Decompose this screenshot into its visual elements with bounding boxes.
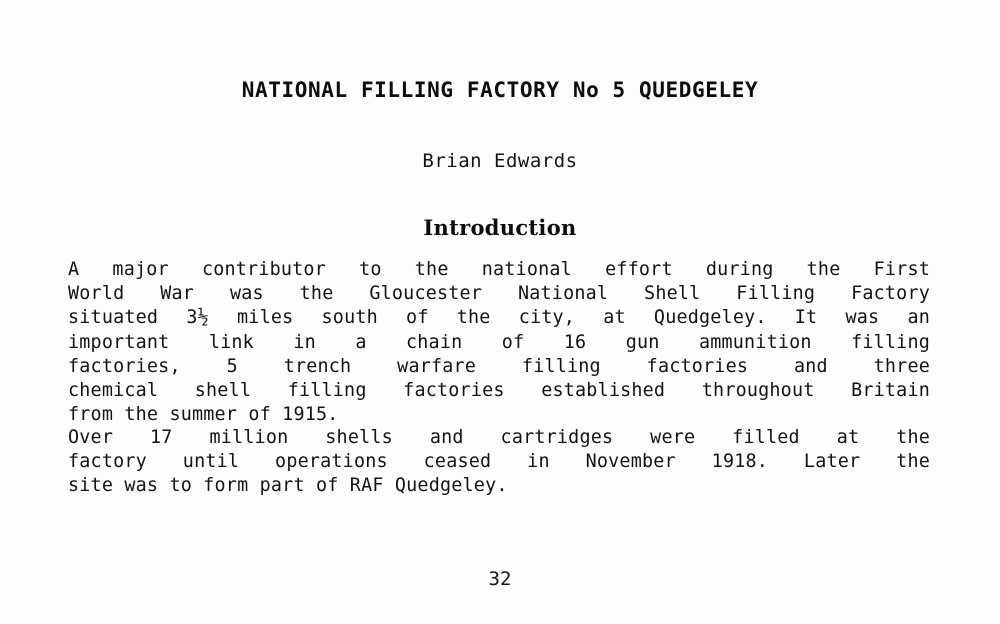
section-heading-introduction: Introduction	[423, 215, 577, 240]
paragraph-line: A major contributor to the national effort during the First	[68, 259, 930, 280]
paragraph-line: from the summer of 1915.	[68, 404, 339, 426]
paragraph-2	[68, 426, 930, 499]
paragraph-line: site was to form part of RAF Quedgeley.	[68, 475, 508, 497]
paragraph-line: important link in a chain of 16 gun ammunition filling	[68, 331, 930, 353]
paragraph-line: situated 3½ miles south of the city, at Quedgeley. It was an	[68, 307, 930, 329]
page-title: NATIONAL FILLING FACTORY No 5 QUEDGELEY	[241, 78, 759, 102]
paragraph-line: factories, 5 trench warfare filling factories and three	[68, 355, 930, 377]
paragraph-line: World War was the Gloucester National Shell Filling Factory	[68, 283, 930, 305]
paragraph-line: factory until operations ceased in November 1918. Later the	[68, 451, 930, 473]
paragraph-line: chemical shell filling factories established throughout Britain	[68, 380, 930, 402]
author-name: Brian Edwards	[422, 150, 578, 172]
paragraph-line: Over 17 million shells and cartridges were filled at the	[68, 427, 930, 448]
page-number: 32	[488, 568, 512, 590]
paragraph-1	[68, 258, 930, 427]
